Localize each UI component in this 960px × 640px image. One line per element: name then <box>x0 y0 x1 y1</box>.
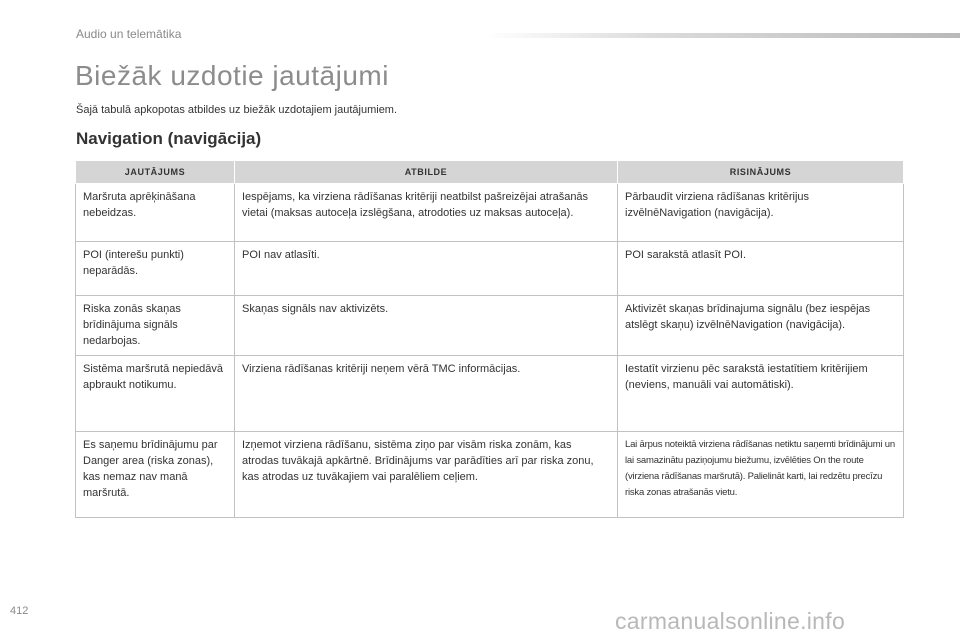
table-header-row <box>76 161 904 184</box>
table-row <box>76 296 904 356</box>
column-header-solution: RISINĀJUMS <box>618 161 904 184</box>
column-header-answer: ATBILDE <box>235 161 618 184</box>
faq-table <box>75 160 904 518</box>
watermark: carmanualsonline.info <box>615 608 846 634</box>
answer-cell: Izņemot virziena rādīšanu, sistēma ziņo par visām riska zonām, kas atrodas tuvākajā apkārtnē. Brīdinājums var parādīties arī par riska zonu, kas atrodas uz tuvākajiem vai paralēliem ceļiem. <box>235 432 618 518</box>
table-row <box>76 432 904 518</box>
question-cell: Sistēma maršrutā nepiedāvā apbraukt notikumu. <box>76 356 235 432</box>
table-row <box>76 242 904 296</box>
question-cell: Es saņemu brīdinājumu par Danger area (riska zonas), kas nemaz nav manā maršrutā. <box>76 432 235 518</box>
solution-cell: Aktivizēt skaņas brīdinajuma signālu (bez iespējas atslēgt skaņu) izvēlnēNavigation (navigācija). <box>618 296 904 356</box>
solution-cell: Iestatīt virzienu pēc sarakstā iestatītiem kritērijiem (neviens, manuāli vai automātiski). <box>618 356 904 432</box>
solution-cell: Pārbaudīt virziena rādīšanas kritērijus izvēlnēNavigation (navigācija). <box>618 184 904 242</box>
answer-cell: Skaņas signāls nav aktivizēts. <box>235 296 618 356</box>
question-cell: POI (interešu punkti) neparādās. <box>76 242 235 296</box>
answer-cell: Virziena rādīšanas kritēriji neņem vērā TMC informācijas. <box>235 356 618 432</box>
question-cell: Maršruta aprēķināšana nebeidzas. <box>76 184 235 242</box>
page-title: Biežāk uzdotie jautājumi <box>75 60 389 91</box>
answer-cell: Iespējams, ka virziena rādīšanas kritēriji neatbilst pašreizējai atrašanās vietai (maksas autoceļa izslēgšana, atrodoties uz maksas autoceļa). <box>235 184 618 242</box>
table-row <box>76 356 904 432</box>
answer-cell: POI nav atlasīti. <box>235 242 618 296</box>
solution-cell: POI sarakstā atlasīt POI. <box>618 242 904 296</box>
intro-text: Šajā tabulā apkopotas atbildes uz biežāk uzdotajiem jautājumiem. <box>76 104 398 116</box>
question-cell: Riska zonās skaņas brīdinājuma signāls nedarbojas. <box>76 296 235 356</box>
section-label: Audio un telemātika <box>76 27 182 41</box>
header-decor-bar <box>485 33 960 38</box>
table-row <box>76 184 904 242</box>
solution-cell: Lai ārpus noteiktā virziena rādīšanas netiktu saņemti brīdinājumi un lai samazinātu paziņojumu biežumu, izvēlēties On the route (virziena rādīšanas maršrutā). Palielināt karti, lai redzētu precīzu riska zonas atrašanās vietu. <box>618 432 904 518</box>
column-header-question: JAUTĀJUMS <box>76 161 235 184</box>
section-subtitle: Navigation (navigācija) <box>76 129 262 148</box>
page-number: 412 <box>10 605 29 617</box>
